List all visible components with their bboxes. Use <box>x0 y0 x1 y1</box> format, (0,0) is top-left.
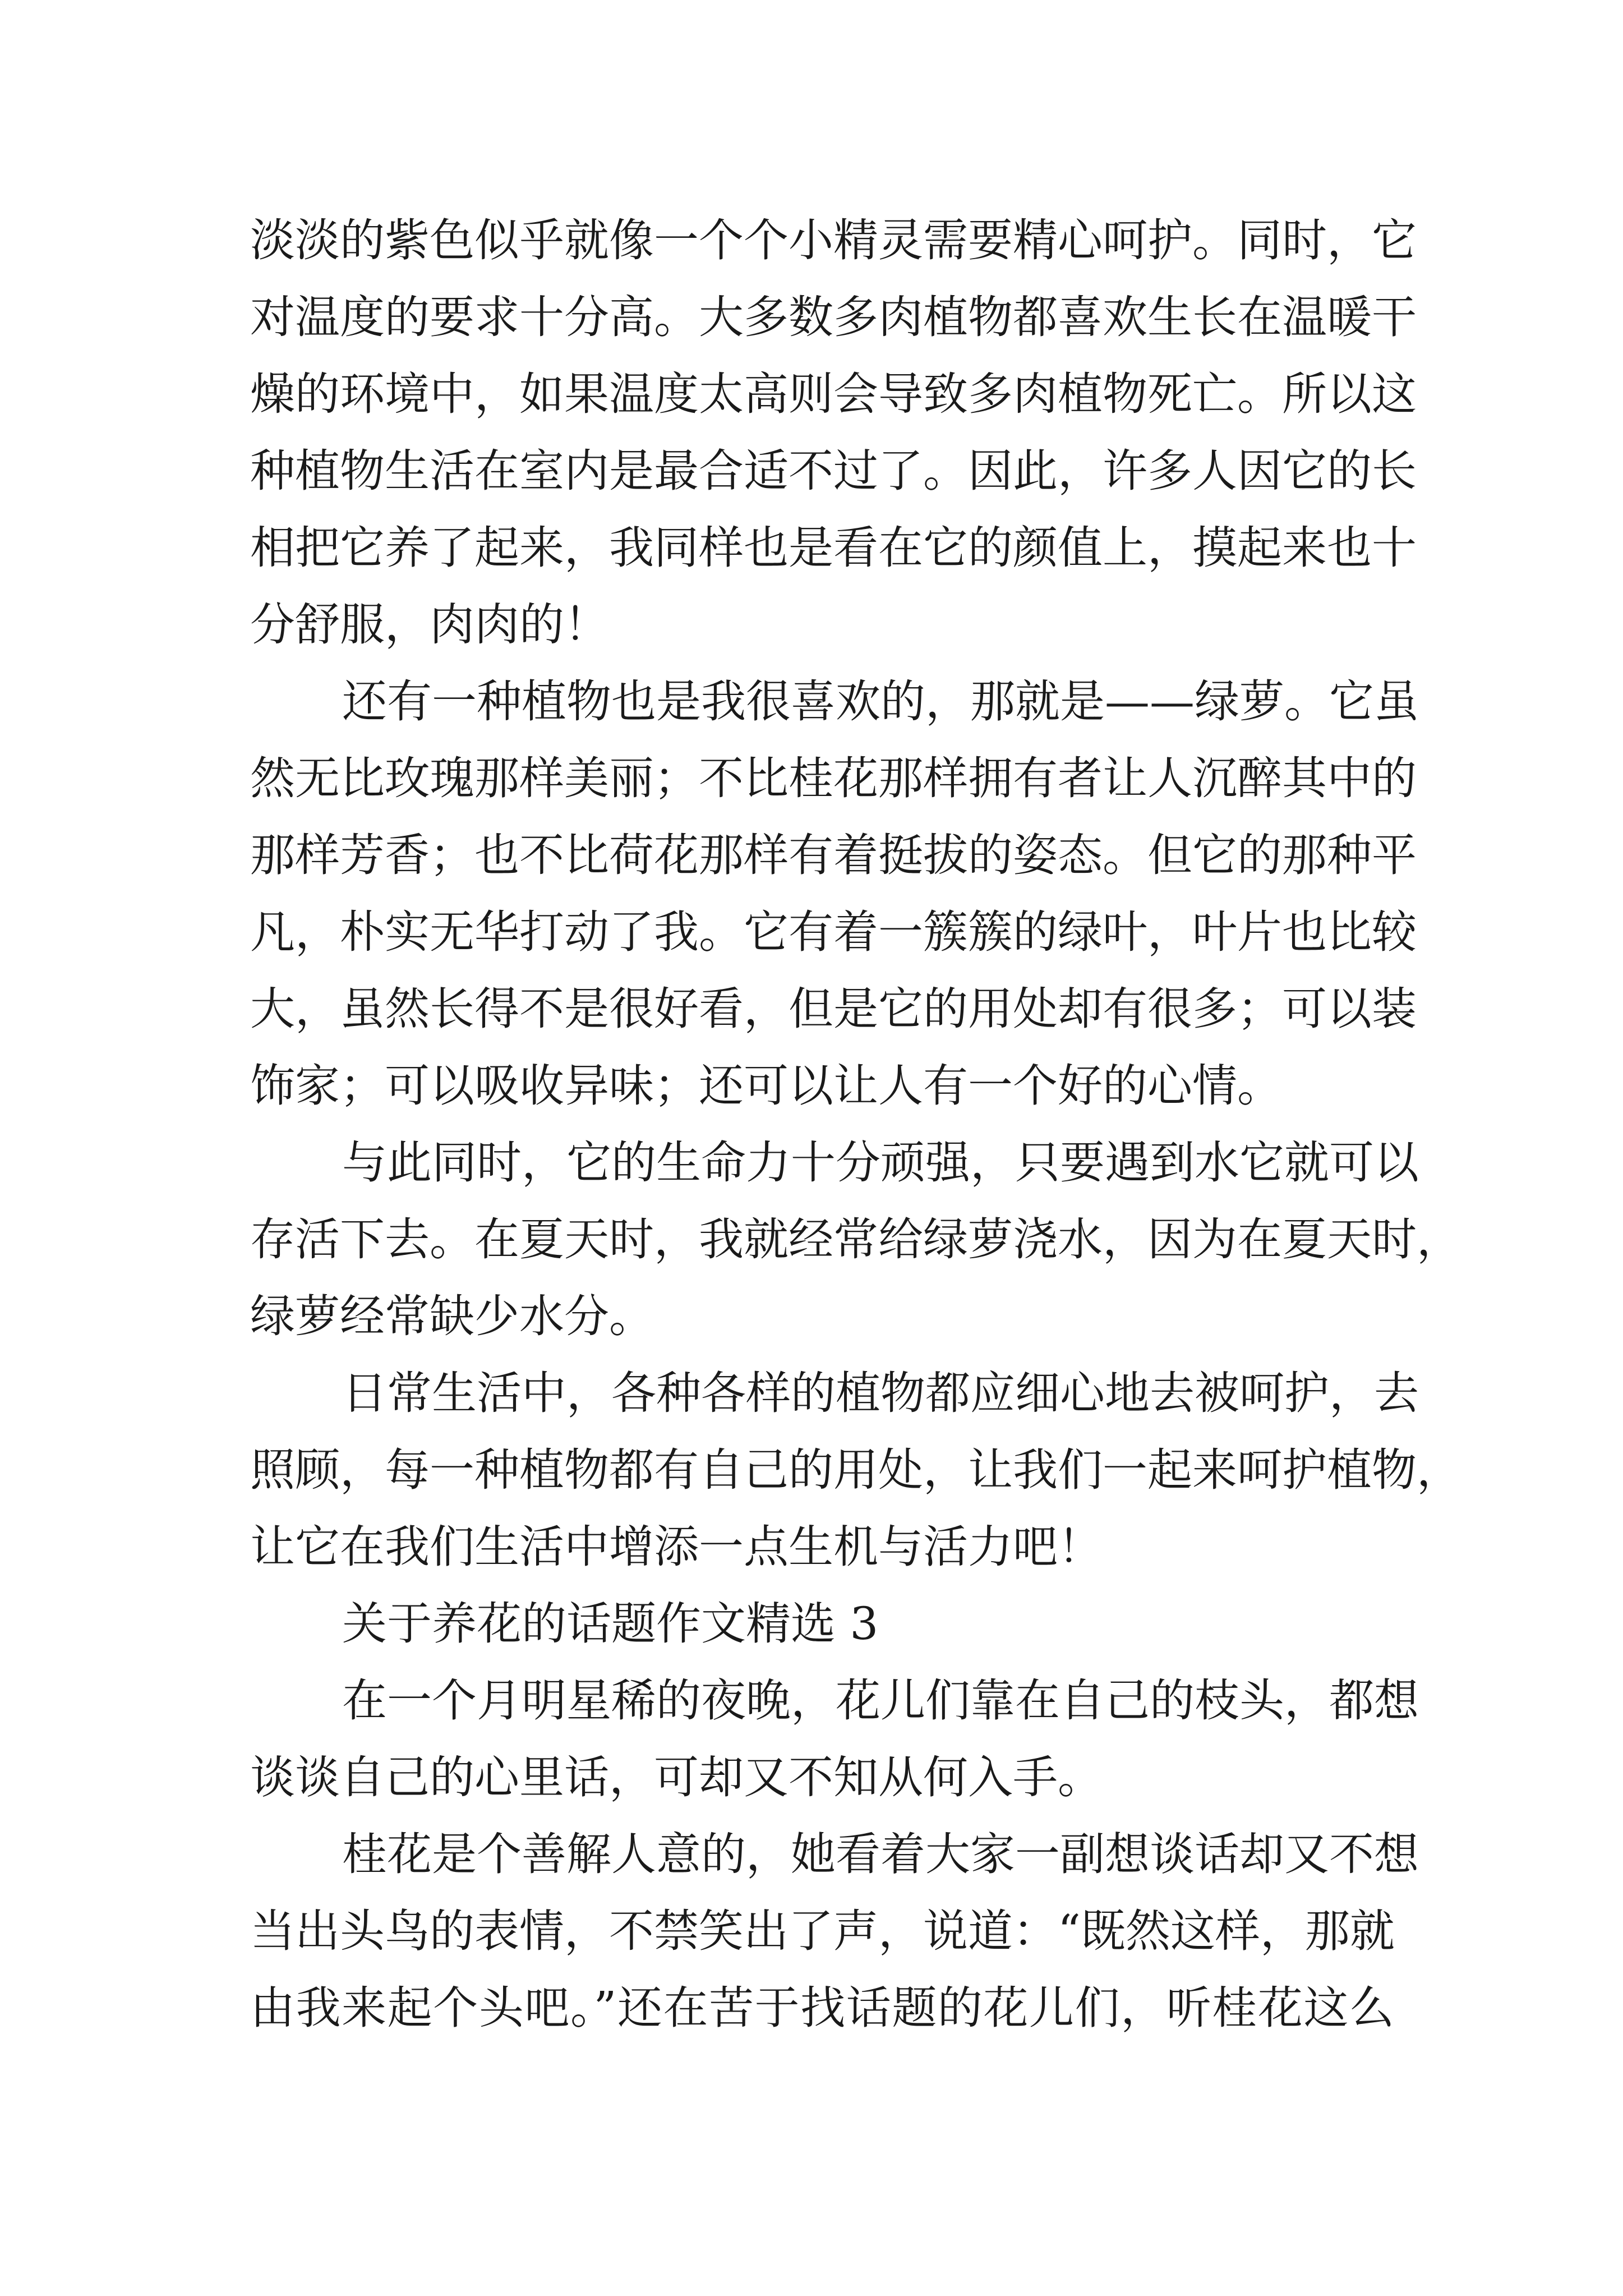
text-line: 日常生活中，各种各样的植物都应细心地去被呵护，去 <box>342 1367 1419 1419</box>
document-body <box>250 202 1461 2046</box>
text-line: 然无比玫瑰那样美丽；不比桂花那样拥有者让人沉醉其中的 <box>250 752 1417 804</box>
text-line: 照顾，每一种植物都有自己的用处，让我们一起来呵护植物， <box>250 1444 1461 1496</box>
text-line: 当出头鸟的表情，不禁笑出了声，说道：“既然这样，那就 <box>250 1905 1395 1957</box>
text-line: 在一个月明星稀的夜晚，花儿们靠在自己的枝头，都想 <box>342 1674 1419 1727</box>
text-line: 存活下去。在夏天时，我就经常给绿萝浇水，因为在夏天时， <box>250 1213 1461 1266</box>
text-line: 与此同时，它的生命力十分顽强，只要遇到水它就可以 <box>342 1137 1419 1189</box>
section-heading: 关于养花的话题作文精选 3 <box>342 1598 879 1650</box>
text-line: 种植物生活在室内是最合适不过了。因此，许多人因它的长 <box>250 445 1417 497</box>
text-line: 还有一种植物也是我很喜欢的，那就是——绿萝。它虽 <box>342 675 1419 728</box>
text-line: 饰家；可以吸收异味；还可以让人有一个好的心情。 <box>250 1060 1282 1112</box>
text-line: 绿萝经常缺少水分。 <box>250 1290 654 1342</box>
text-line: 淡淡的紫色似乎就像一个个小精灵需要精心呵护。同时，它 <box>250 214 1417 266</box>
text-line: 桂花是个善解人意的，她看着大家一副想谈话却又不想 <box>342 1828 1419 1880</box>
text-line: 那样芳香；也不比荷花那样有着挺拔的姿态。但它的那种平 <box>250 829 1417 881</box>
text-line: 凡，朴实无华打动了我。它有着一簇簇的绿叶，叶片也比较 <box>250 906 1417 958</box>
text-line: 让它在我们生活中增添一点生机与活力吧！ <box>250 1521 1103 1573</box>
text-line: 由我来起个头吧。”还在苦于找话题的花儿们，听桂花这么 <box>250 1982 1394 2034</box>
text-line: 谈谈自己的心里话，可却又不知从何入手。 <box>250 1751 1103 1803</box>
text-line: 燥的环境中，如果温度太高则会导致多肉植物死亡。所以这 <box>250 368 1417 420</box>
text-line: 分舒服，肉肉的！ <box>250 599 609 651</box>
text-line: 大，虽然长得不是很好看，但是它的用处却有很多；可以装 <box>250 983 1417 1035</box>
text-line: 对温度的要求十分高。大多数多肉植物都喜欢生长在温暖干 <box>250 291 1417 343</box>
text-line: 相把它养了起来，我同样也是看在它的颜值上，摸起来也十 <box>250 522 1417 574</box>
